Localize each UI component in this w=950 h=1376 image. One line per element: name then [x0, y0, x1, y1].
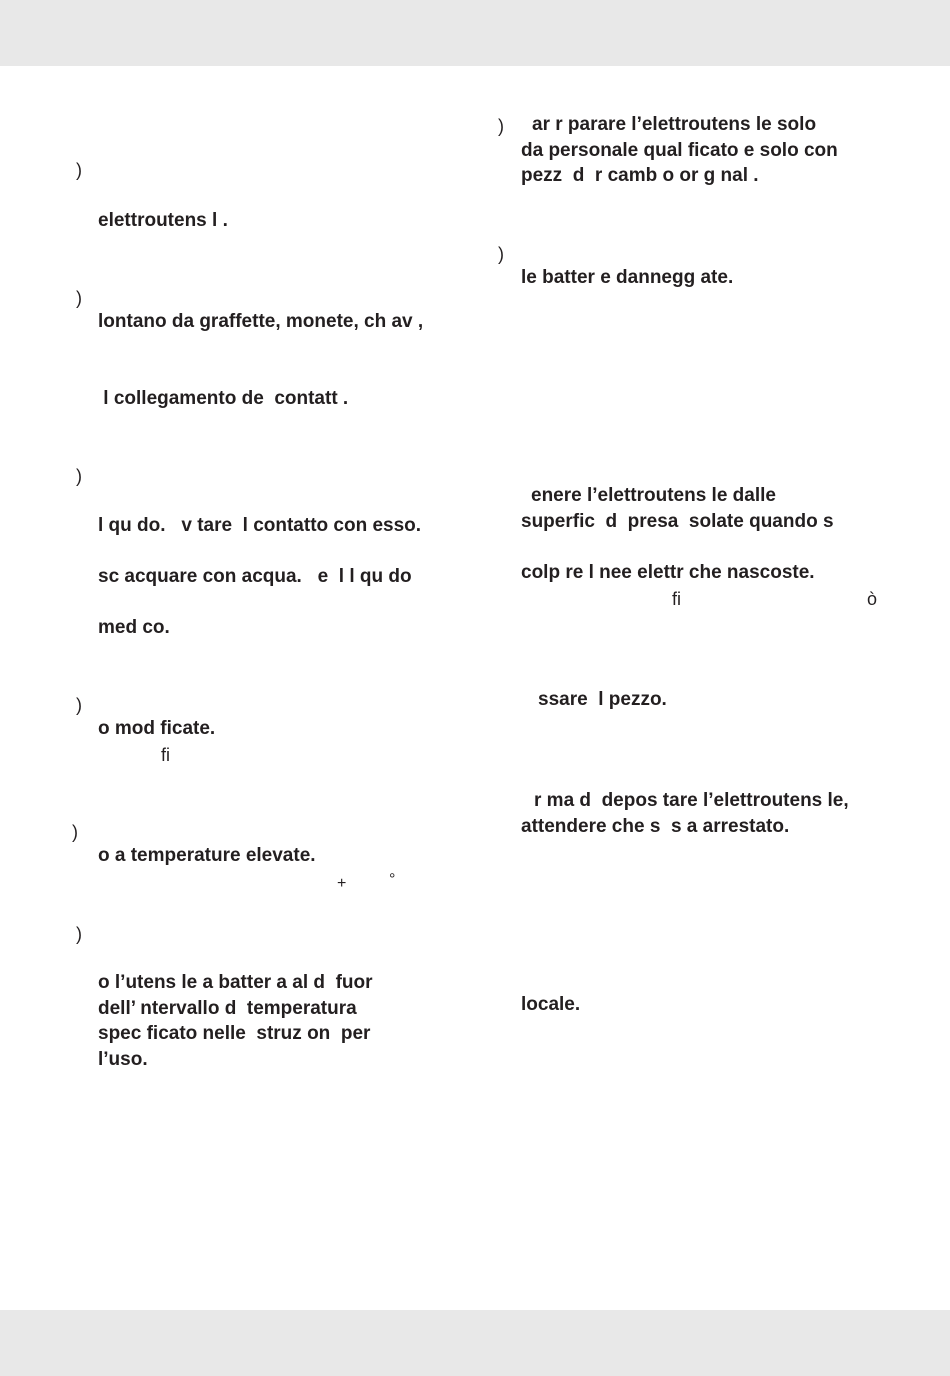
paren-marker: ) [76, 695, 82, 715]
text-line: colp re l nee elettr che nascoste. [521, 562, 815, 583]
text-fragment: ° [389, 871, 396, 888]
text-line: lontano da graffette, monete, ch av , [98, 311, 424, 332]
text-line: enere l’elettroutens le dalle [531, 485, 776, 506]
header-band [0, 0, 950, 66]
paren-marker: ) [76, 288, 82, 308]
text-line: r ma d depos tare l’elettroutens le, [534, 790, 849, 811]
text-line: elettroutens l . [98, 210, 228, 231]
text-line: o l’utens le a batter a al d fuor [98, 972, 373, 993]
text-line: pezz d r camb o or g nal . [521, 165, 759, 186]
text-line: locale. [521, 994, 581, 1015]
text-line: o a temperature elevate. [98, 845, 316, 866]
footer-band [0, 1310, 950, 1376]
text-line: le batter e dannegg ate. [521, 267, 734, 288]
text-line: ar r parare l’elettroutens le solo [532, 114, 817, 135]
text-line: sc acquare con acqua. e l l qu do [98, 566, 412, 587]
text-fragment: fi [161, 745, 170, 765]
text-line: dell’ ntervallo d temperatura [98, 998, 357, 1019]
paren-marker: ) [72, 822, 78, 842]
paren-marker: ) [76, 924, 82, 944]
text-line: l collegamento de contatt . [98, 388, 349, 409]
paren-marker: ) [498, 244, 504, 264]
text-fragment: + [337, 875, 347, 892]
text-line: o mod ficate. [98, 718, 216, 739]
text-line: attendere che s s a arrestato. [521, 816, 790, 837]
text-fragment: fi [672, 589, 681, 609]
paren-marker: ) [498, 116, 504, 136]
paren-marker: ) [76, 160, 82, 180]
text-line: ssare l pezzo. [538, 689, 667, 710]
text-line: superfic d presa solate quando s [521, 511, 834, 532]
text-fragment: ò [867, 589, 878, 609]
paren-marker: ) [76, 466, 82, 486]
text-line: spec ficato nelle struz on per [98, 1023, 371, 1044]
text-line: med co. [98, 617, 170, 638]
text-line: da personale qual ficato e solo con [521, 140, 838, 161]
text-line: l’uso. [98, 1049, 148, 1070]
text-line: l qu do. v tare l contatto con esso. [98, 515, 422, 536]
